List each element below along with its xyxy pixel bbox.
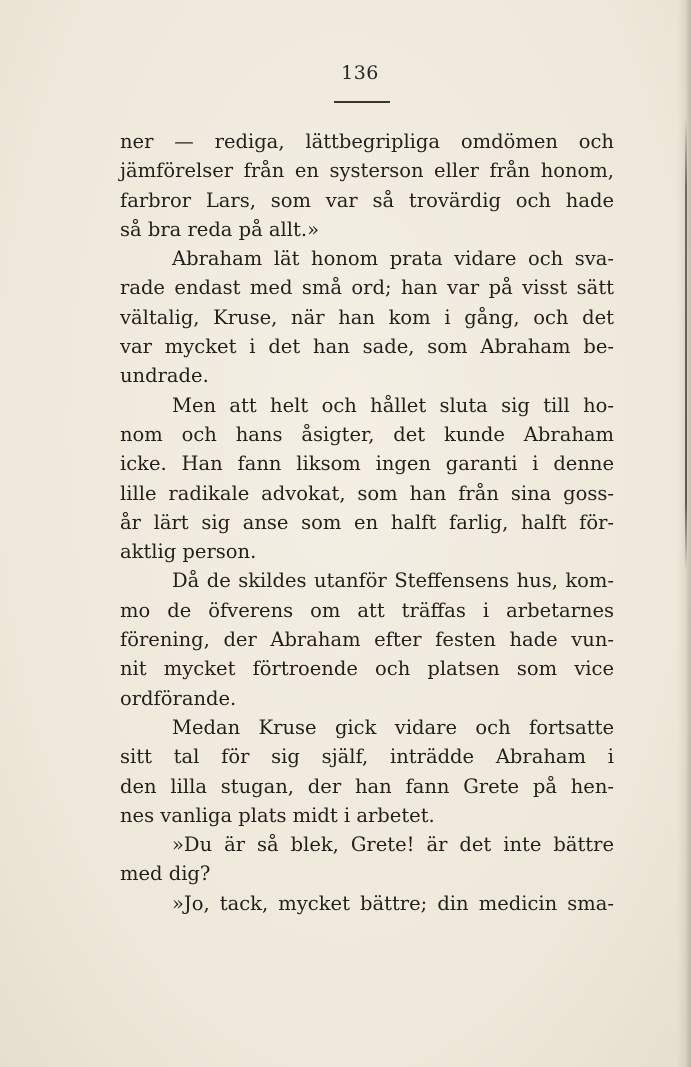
text-line: ner — rediga, lättbegripliga omdömen och <box>120 130 614 153</box>
text-line: Då de skildes utanför Steffensens hus, kom- <box>172 569 614 593</box>
text-line: så bra reda på allt.» <box>120 217 319 241</box>
text-line: den lilla stugan, der han fann Grete på hen- <box>120 774 614 798</box>
text-line: Medan Kruse gick vidare och fortsatte <box>172 715 614 739</box>
text-line: icke. Han fann liksom ingen garanti i denne <box>120 452 614 476</box>
text-line: Abraham lät honom prata vidare och sva- <box>172 247 614 271</box>
page-edge-line <box>685 120 687 570</box>
text-line: nit mycket förtroende och platsen som vice <box>120 657 614 681</box>
text-line: rade endast med små ord; han var på visst sätt <box>120 276 614 300</box>
page-number: 136 <box>341 62 379 84</box>
text-line: ordförande. <box>120 686 237 710</box>
text-line: år lärt sig anse som en halft farlig, halft för- <box>120 510 614 534</box>
text-line: Men att helt och hållet sluta sig till ho- <box>172 393 614 417</box>
text-line: med dig? <box>120 862 211 886</box>
text-line: nom och hans åsigter, det kunde Abraham <box>120 422 614 446</box>
text-line: undrade. <box>120 364 209 388</box>
text-line: mo de öfverens om att träffas i arbetarnes <box>120 598 614 622</box>
text-line: lille radikale advokat, som han från sina goss- <box>120 481 614 505</box>
text-line: farbror Lars, som var så trovärdig och hade <box>120 188 614 212</box>
text-line: »Jo, tack, mycket bättre; din medicin sma- <box>172 891 614 915</box>
text-line: vältalig, Kruse, när han kom i gång, och det <box>120 305 614 329</box>
text-line: aktlig person. <box>120 540 257 564</box>
text-line: förening, der Abraham efter festen hade vun- <box>120 628 614 652</box>
header-rule <box>334 101 390 103</box>
body-text <box>120 127 614 918</box>
text-line: sitt tal för sig själf, inträdde Abraham i <box>120 745 614 769</box>
text-line: nes vanliga plats midt i arbetet. <box>120 803 435 827</box>
text-line: jämförelser från en systerson eller från honom, <box>120 159 614 183</box>
page-edge-shadow <box>677 0 691 1067</box>
text-line: »Du är så blek, Grete! är det inte bättre <box>172 833 614 857</box>
text-line: var mycket i det han sade, som Abraham be- <box>120 335 614 359</box>
